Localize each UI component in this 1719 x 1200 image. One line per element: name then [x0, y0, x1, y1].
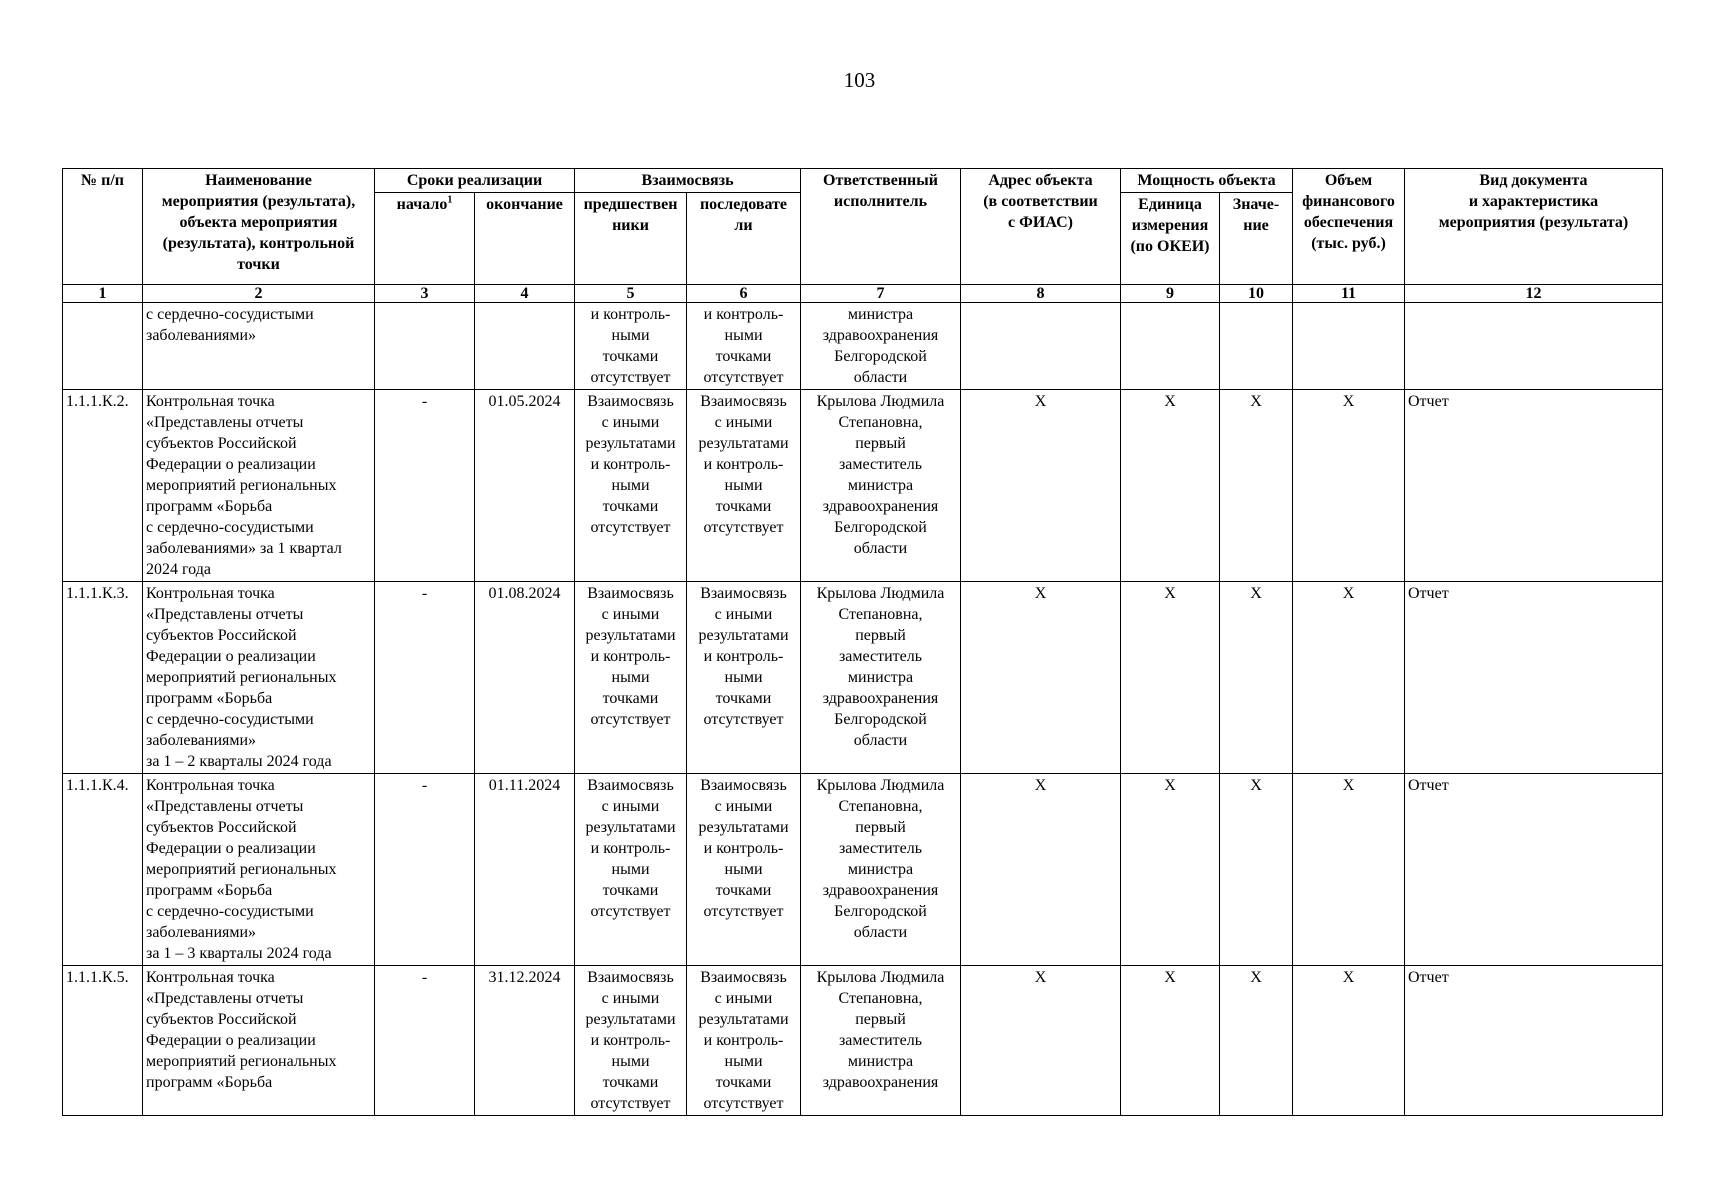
- row-predecessors: Взаимосвязь с иными результатами и контроль- ными точками отсутствует: [575, 582, 687, 774]
- row-predecessors: и контроль- ными точками отсутствует: [575, 303, 687, 390]
- header-start: начало: [396, 196, 448, 213]
- row-successors: Взаимосвязь с иными результатами и контроль- ными точками отсутствует: [687, 966, 801, 1116]
- row-responsible: министра здравоохранения Белгородской области: [801, 303, 961, 390]
- column-number: 4: [475, 285, 575, 303]
- row-document: Отчет: [1405, 774, 1663, 966]
- row-value: X: [1220, 774, 1293, 966]
- header-unit: Единица измерения (по ОКЕИ): [1121, 193, 1220, 285]
- row-value: [1220, 303, 1293, 390]
- header-row: [63, 169, 1663, 193]
- row-responsible: Крылова Людмила Степановна, первый заместитель министра здравоохранения: [801, 966, 961, 1116]
- row-end: 31.12.2024: [475, 966, 575, 1116]
- row-value: X: [1220, 582, 1293, 774]
- column-number: 2: [143, 285, 375, 303]
- row-financing: X: [1293, 582, 1405, 774]
- page-number: 103: [843, 68, 876, 92]
- row-document: Отчет: [1405, 966, 1663, 1116]
- row-financing: X: [1293, 390, 1405, 582]
- row-predecessors: Взаимосвязь с иными результатами и контроль- ными точками отсутствует: [575, 774, 687, 966]
- table-row: [63, 774, 1663, 966]
- row-end: 01.08.2024: [475, 582, 575, 774]
- header-predecessors: предшествен ники: [575, 193, 687, 285]
- row-name: Контрольная точка «Представлены отчеты субъектов Российской Федерации о реализации мероприятий региональных программ «Борьба с сердечно-сосудистыми заболеваниями» за 1 квартал 2024 года: [143, 390, 375, 582]
- header-financing: Объем финансового обеспечения (тыс. руб.): [1293, 169, 1405, 285]
- header-start-cell: [375, 193, 475, 285]
- row-financing: X: [1293, 966, 1405, 1116]
- table-row: [63, 582, 1663, 774]
- row-start: -: [375, 966, 475, 1116]
- row-number: 1.1.1.К.3.: [63, 582, 143, 774]
- row-document: Отчет: [1405, 390, 1663, 582]
- row-name: Контрольная точка «Представлены отчеты субъектов Российской Федерации о реализации мероприятий региональных программ «Борьба с сердечно-сосудистыми заболеваниями» за 1 – 2 кварталы 2024 года: [143, 582, 375, 774]
- row-address: X: [961, 390, 1121, 582]
- row-predecessors: Взаимосвязь с иными результатами и контроль- ными точками отсутствует: [575, 390, 687, 582]
- table-row: [63, 966, 1663, 1116]
- row-financing: X: [1293, 774, 1405, 966]
- header-document: Вид документа и характеристика мероприятия (результата): [1405, 169, 1663, 285]
- column-number: 1: [63, 285, 143, 303]
- row-responsible: Крылова Людмила Степановна, первый заместитель министра здравоохранения Белгородской области: [801, 390, 961, 582]
- row-start: -: [375, 390, 475, 582]
- row-responsible: Крылова Людмила Степановна, первый заместитель министра здравоохранения Белгородской области: [801, 774, 961, 966]
- row-name: Контрольная точка «Представлены отчеты субъектов Российской Федерации о реализации мероприятий региональных программ «Борьба: [143, 966, 375, 1116]
- row-value: X: [1220, 966, 1293, 1116]
- row-unit: X: [1121, 966, 1220, 1116]
- row-start: -: [375, 774, 475, 966]
- row-end: 01.05.2024: [475, 390, 575, 582]
- column-number: 3: [375, 285, 475, 303]
- column-number: 8: [961, 285, 1121, 303]
- header-value: Значе- ние: [1220, 193, 1293, 285]
- table-row: [63, 390, 1663, 582]
- row-successors: Взаимосвязь с иными результатами и контроль- ными точками отсутствует: [687, 390, 801, 582]
- column-number: 7: [801, 285, 961, 303]
- row-unit: X: [1121, 582, 1220, 774]
- header-name: Наименование мероприятия (результата), объекта мероприятия (результата), контрольной точки: [143, 169, 375, 285]
- row-name: Контрольная точка «Представлены отчеты субъектов Российской Федерации о реализации мероприятий региональных программ «Борьба с сердечно-сосудистыми заболеваниями» за 1 – 3 кварталы 2024 года: [143, 774, 375, 966]
- header-address: Адрес объекта (в соответствии с ФИАС): [961, 169, 1121, 285]
- column-numbers-row: [63, 285, 1663, 303]
- row-number: [63, 303, 143, 390]
- row-number: 1.1.1.К.2.: [63, 390, 143, 582]
- row-document: [1405, 303, 1663, 390]
- row-successors: Взаимосвязь с иными результатами и контроль- ными точками отсутствует: [687, 774, 801, 966]
- column-number: 10: [1220, 285, 1293, 303]
- row-name: с сердечно-сосудистыми заболеваниями»: [143, 303, 375, 390]
- table-row: [63, 303, 1663, 390]
- column-number: 6: [687, 285, 801, 303]
- column-number: 12: [1405, 285, 1663, 303]
- row-start: -: [375, 582, 475, 774]
- header-link: Взаимосвязь: [575, 169, 801, 193]
- row-value: X: [1220, 390, 1293, 582]
- column-number: 9: [1121, 285, 1220, 303]
- header-start-footnote: 1: [447, 194, 453, 206]
- column-number: 11: [1293, 285, 1405, 303]
- row-unit: X: [1121, 774, 1220, 966]
- header-terms: Сроки реализации: [375, 169, 575, 193]
- row-financing: [1293, 303, 1405, 390]
- row-number: 1.1.1.К.5.: [63, 966, 143, 1116]
- row-document: Отчет: [1405, 582, 1663, 774]
- header-num: № п/п: [63, 169, 143, 285]
- row-address: X: [961, 582, 1121, 774]
- row-end: [475, 303, 575, 390]
- row-address: [961, 303, 1121, 390]
- row-end: 01.11.2024: [475, 774, 575, 966]
- plan-table: [62, 168, 1663, 1116]
- header-end: окончание: [475, 193, 575, 285]
- row-unit: X: [1121, 390, 1220, 582]
- row-start: [375, 303, 475, 390]
- row-predecessors: Взаимосвязь с иными результатами и контроль- ными точками отсутствует: [575, 966, 687, 1116]
- row-responsible: Крылова Людмила Степановна, первый заместитель министра здравоохранения Белгородской области: [801, 582, 961, 774]
- row-address: X: [961, 774, 1121, 966]
- header-power: Мощность объекта: [1121, 169, 1293, 193]
- header-successors: последовате ли: [687, 193, 801, 285]
- row-number: 1.1.1.К.4.: [63, 774, 143, 966]
- row-successors: и контроль- ными точками отсутствует: [687, 303, 801, 390]
- row-unit: [1121, 303, 1220, 390]
- column-number: 5: [575, 285, 687, 303]
- row-address: X: [961, 966, 1121, 1116]
- header-responsible: Ответственный исполнитель: [801, 169, 961, 285]
- row-successors: Взаимосвязь с иными результатами и контроль- ными точками отсутствует: [687, 582, 801, 774]
